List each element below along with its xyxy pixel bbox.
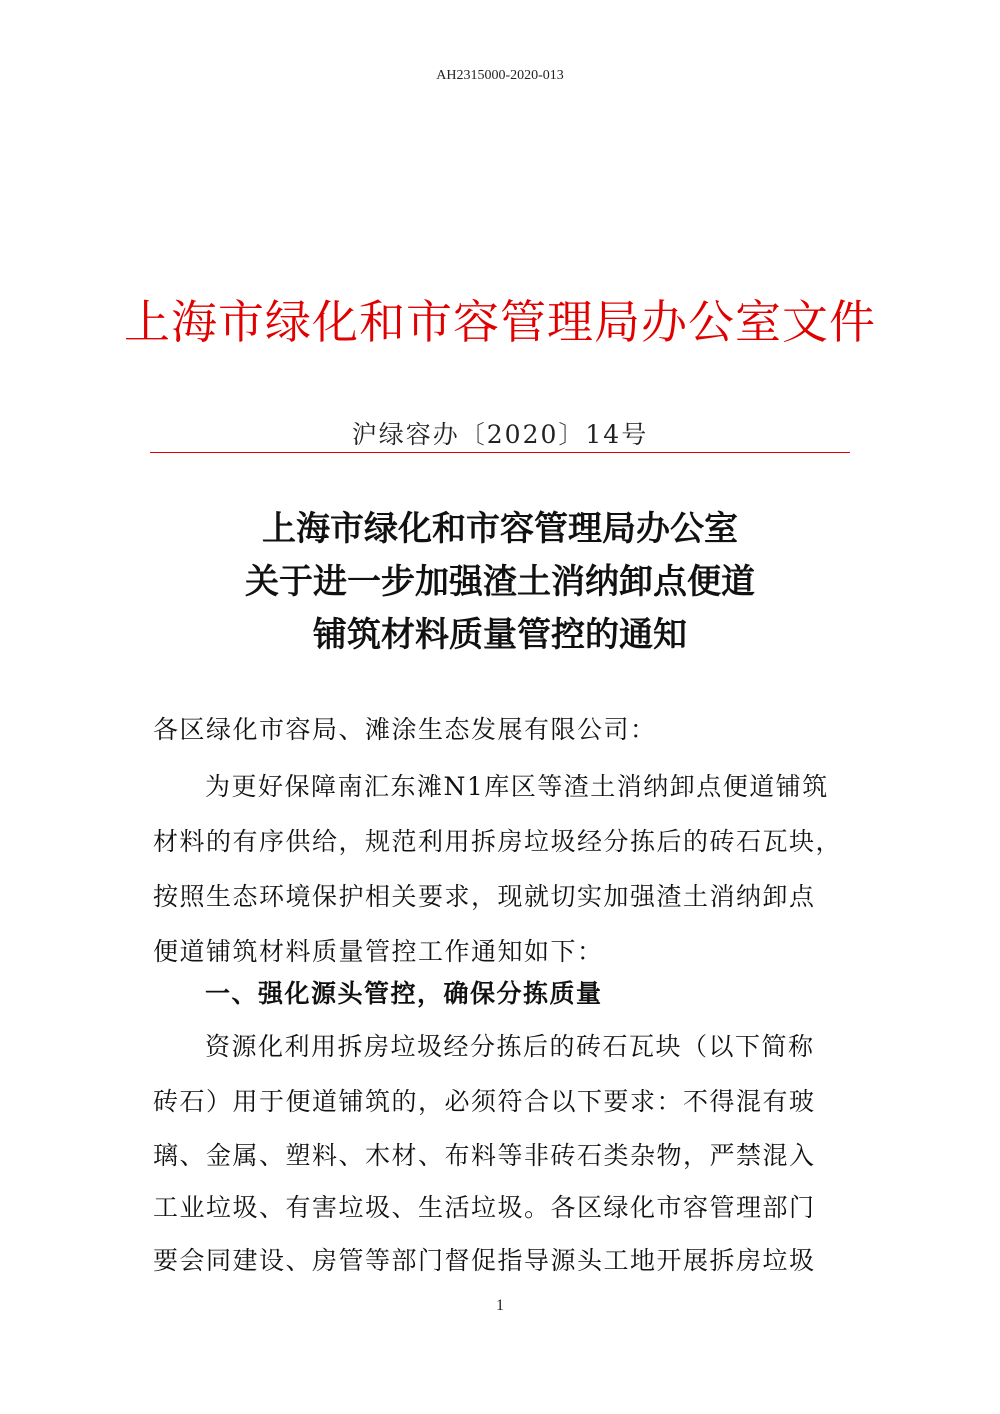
title-line-1: 上海市绿化和市容管理局办公室 xyxy=(262,509,738,549)
section-1-line-1: 资源化利用拆房垃圾经分拣后的砖石瓦块（以下简称 xyxy=(205,1032,815,1061)
section-1-line-4: 工业垃圾、有害垃圾、生活垃圾。各区绿化市容管理部门 xyxy=(153,1193,816,1222)
document-title xyxy=(0,503,1000,662)
document-code: AH2315000-2020-013 xyxy=(436,68,564,83)
section-1-heading: 一、强化源头管控，确保分拣质量 xyxy=(205,979,603,1008)
section-1-line-5: 要会同建设、房管等部门督促指导源头工地开展拆房垃圾 xyxy=(153,1246,816,1275)
intro-line-2: 材料的有序供给，规范利用拆房垃圾经分拣后的砖石瓦块， xyxy=(153,827,843,856)
intro-line-3: 按照生态环境保护相关要求，现就切实加强渣土消纳卸点 xyxy=(153,882,816,911)
document-number: 沪绿容办〔2020〕14号 xyxy=(351,420,649,449)
red-divider-line xyxy=(150,452,850,453)
intro-line-4: 便道铺筑材料质量管控工作通知如下： xyxy=(153,937,604,966)
section-1-line-3: 璃、金属、塑料、木材、布料等非砖石类杂物，严禁混入 xyxy=(153,1141,816,1170)
addressee: 各区绿化市容局、滩涂生态发展有限公司： xyxy=(153,715,657,744)
title-line-2: 关于进一步加强渣土消纳卸点便道 xyxy=(245,562,755,602)
title-line-3: 铺筑材料质量管控的通知 xyxy=(313,615,687,655)
intro-line-1: 为更好保障南汇东滩N1库区等渣土消纳卸点便道铺筑 xyxy=(205,772,829,801)
issuer-banner: 上海市绿化和市容管理局办公室文件 xyxy=(124,295,876,349)
page-number: 1 xyxy=(496,1297,504,1314)
section-1-line-2: 砖石）用于便道铺筑的，必须符合以下要求：不得混有玻 xyxy=(153,1087,816,1116)
